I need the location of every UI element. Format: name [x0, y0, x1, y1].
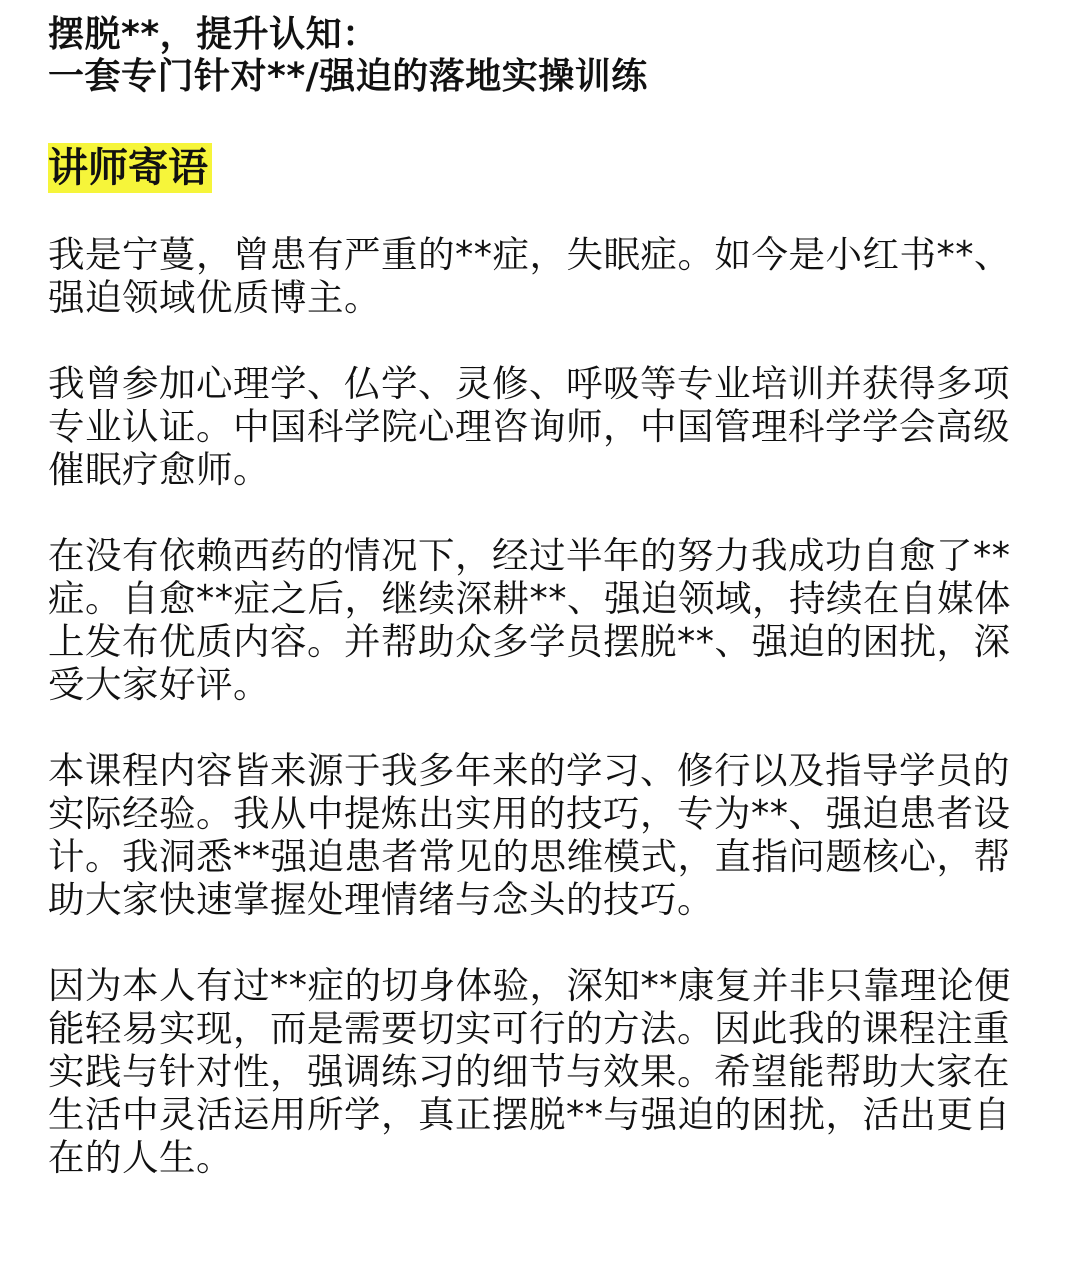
- title-line-1: 摆脱**，提升认知：: [48, 14, 379, 55]
- paragraph-4: 本课程内容皆来源于我多年来的学习、修行以及指导学员的实际经验。我从中提炼出实用的技巧，专为**、强迫患者设计。我洞悉**强迫患者常见的思维模式，直指问题核心，帮助大家快速掌握处理情绪与念头的技巧。: [48, 749, 1011, 921]
- paragraph-2: 我曾参加心理学、仏学、灵修、呼吸等专业培训并获得多项专业认证。中国科学院心理咨询师，中国管理科学学会高级催眠疗愈师。: [48, 362, 1010, 491]
- paragraph-3: 在没有依赖西药的情况下，经过半年的努力我成功自愈了**症。自愈**症之后，继续深耕**、强迫领域，持续在自媒体上发布优质内容。并帮助众多学员摆脱**、强迫的困扰，深受大家好评。: [48, 534, 1011, 706]
- paragraph-1: 我是宁蔓，曾患有严重的**症，失眠症。如今是小红书**、强迫领域优质博主。: [48, 233, 1011, 319]
- body-text: [48, 233, 1038, 1179]
- paragraph-5: 因为本人有过**症的切身体验，深知**康复并非只靠理论便能轻易实现，而是需要切实可行的方法。因此我的课程注重实践与针对性，强调练习的细节与效果。希望能帮助大家在生活中灵活运用所学，真正摆脱**与强迫的困扰，活出更自在的人生。: [48, 964, 1011, 1179]
- page-title: [48, 14, 1038, 98]
- section-heading: 讲师寄语: [48, 143, 212, 193]
- document-page: [48, 14, 1038, 1179]
- title-line-2: 一套专门针对**/强迫的落地实操训练: [48, 56, 648, 97]
